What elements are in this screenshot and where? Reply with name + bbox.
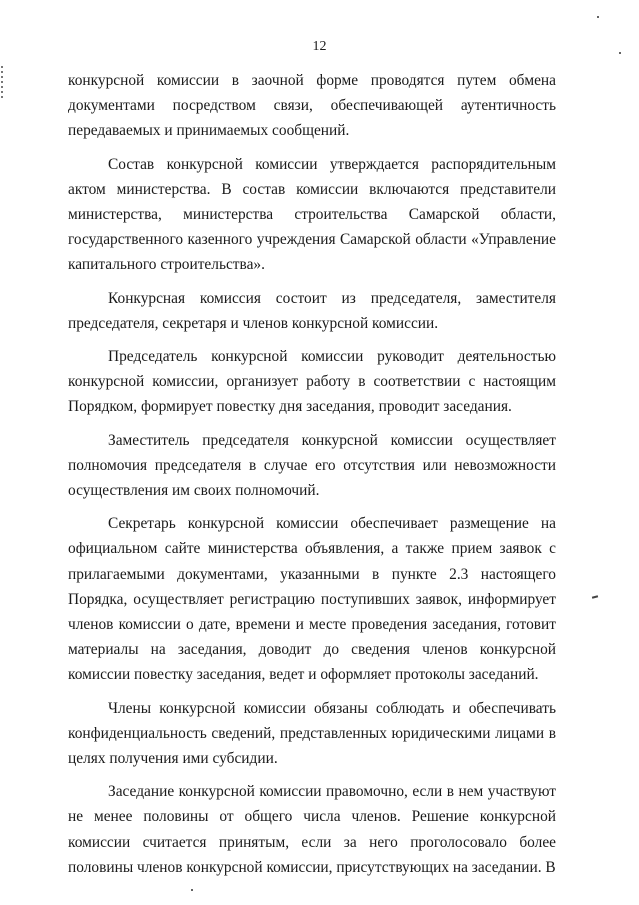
document-body	[68, 68, 556, 888]
scan-speck-bottom	[191, 889, 193, 891]
paragraph-commission-structure: Конкурсная комиссия состоит из председателя, заместителя председателя, секретаря и членов конкурсной комиссии.	[68, 289, 556, 332]
scan-dash-mark	[592, 595, 598, 598]
scan-speck-top-right	[597, 16, 599, 18]
paragraph-members-obligations: Члены конкурсной комиссии обязаны соблюдать и обеспечивать конфиденциальность сведений, представленных юридическими лицами в целях получения ими субсидии.	[68, 699, 556, 768]
paragraph-commission-composition: Состав конкурсной комиссии утверждается распорядительным актом министерства. В состав комиссии включаются представители министерства, министерства строительства Самарской области, государственного казенного учреждения Самарской области «Управление капитального строительства».	[68, 155, 556, 274]
paragraph-secretary-duties: Секретарь конкурсной комиссии обеспечивает размещение на официальном сайте министерства объявления, а также прием заявок с прилагаемыми документами, указанными в пункте 2.3 настоящего Порядка, осуществляет регистрацию поступивших заявок, информирует членов комиссии о дате, времени и месте проведения заседания, готовит материалы на заседания, доводит до сведения членов конкурсной комиссии повестку заседания, ведет и оформляет протоколы заседаний.	[68, 515, 556, 684]
paragraph-deputy-duties: Заместитель председателя конкурсной комиссии осуществляет полномочия председателя в случае его отсутствия или невозможности осуществления им своих полномочий.	[68, 431, 556, 500]
scan-edge-mark	[1, 66, 3, 100]
page-number: 12	[312, 39, 327, 54]
paragraph-quorum: Заседание конкурсной комиссии правомочно, если в нем участвуют не менее половины от общего числа членов. Решение конкурсной комиссии считается принятым, если за него проголосовало более половины членов конкурсной комиссии, присутствующих на заседании. В	[68, 783, 556, 876]
paragraph-chairman-duties: Председатель конкурсной комиссии руководит деятельностью конкурсной комиссии, организует работу в соответствии с настоящим Порядком, формирует повестку дня заседания, проводит заседания.	[68, 348, 556, 416]
paragraph-continuation: конкурсной комиссии в заочной форме проводятся путем обмена документами посредством связи, обеспечивающей аутентичность передаваемых и принимаемых сообщений.	[68, 72, 556, 140]
